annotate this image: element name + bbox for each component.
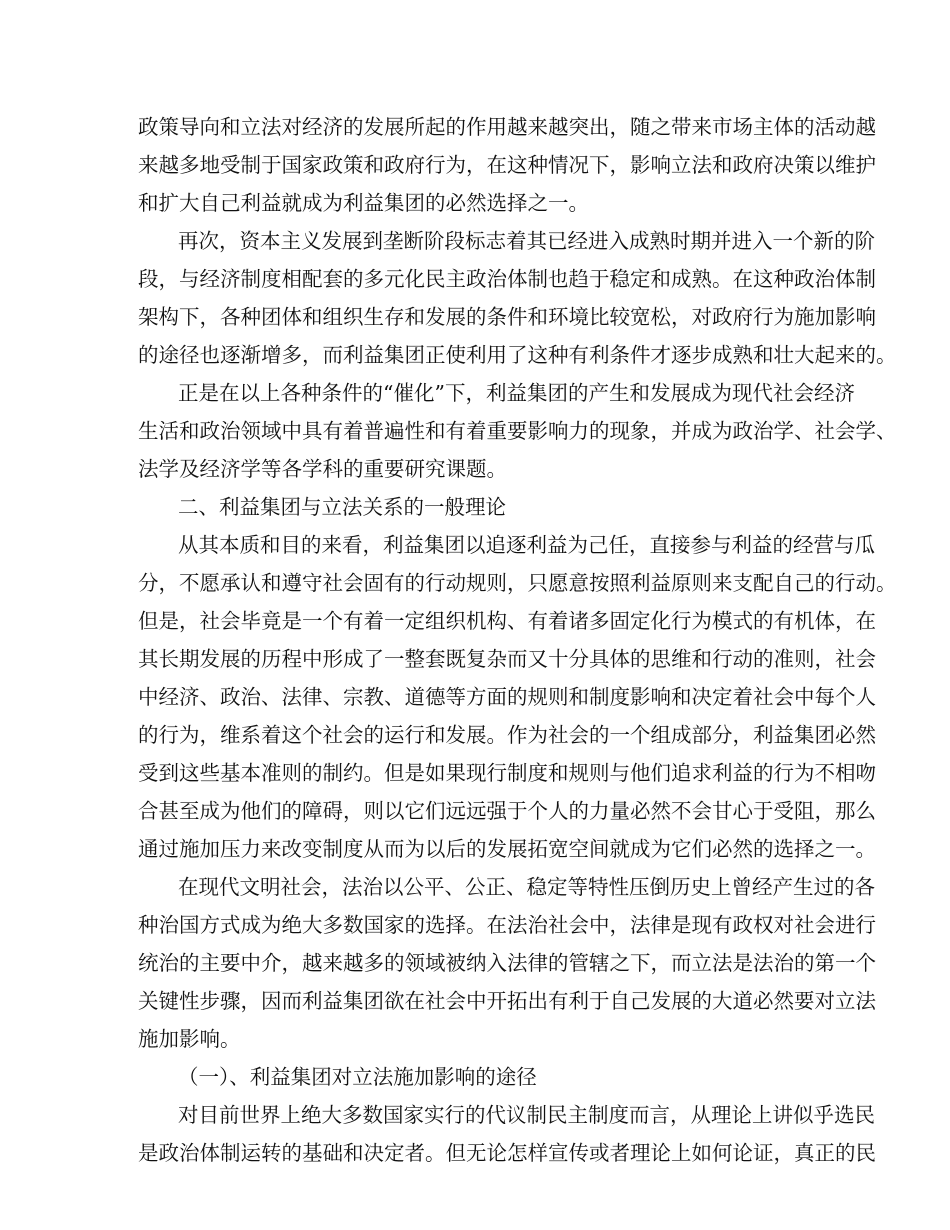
text-line: 再次，资本主义发展到垄断阶段标志着其已经进入成熟时期并进入一个新的阶 xyxy=(178,229,875,253)
text-line: 来越多地受制于国家政策和政府行为，在这种情况下，影响立法和政府决策以维护 xyxy=(138,153,876,177)
text-line: 统治的主要中介，越来越多的领域被纳入法律的管辖之下，而立法是法治的第一个 xyxy=(138,951,876,975)
text-line: 的途径也逐渐增多，而利益集团正使利用了这种有利条件才逐步成熟和壮大起来的。 xyxy=(138,343,897,367)
text-line: 其长期发展的历程中形成了一整套既复杂而又十分具体的思维和行动的准则，社会 xyxy=(138,647,876,671)
text-line: 正是在以上各种条件的“催化”下，利益集团的产生和发展成为现代社会经济 xyxy=(178,381,855,405)
text-line: 政策导向和立法对经济的发展所起的作用越来越突出，随之带来市场主体的活动越 xyxy=(138,115,876,139)
text-line: 施加影响。 xyxy=(138,1027,241,1051)
text-line: 在现代文明社会，法治以公平、公正、稳定等特性压倒历史上曾经产生过的各 xyxy=(178,875,875,899)
text-line: 但是，社会毕竟是一个有着一定组织机构、有着诸多固定化行为模式的有机体，在 xyxy=(138,609,876,633)
subsection-heading: （一）、利益集团对立法施加影响的途径 xyxy=(178,1065,537,1089)
text-line: 对目前世界上绝大多数国家实行的代议制民主制度而言，从理论上讲似乎选民 xyxy=(178,1103,875,1127)
text-line: 合甚至成为他们的障碍，则以它们远远强于个人的力量必然不会甘心于受阻，那么 xyxy=(138,799,876,823)
text-line: 中经济、政治、法律、宗教、道德等方面的规则和制度影响和决定着社会中每个人 xyxy=(138,685,876,709)
text-line: 关键性步骤，因而利益集团欲在社会中开拓出有利于自己发展的大道必然要对立法 xyxy=(138,989,876,1013)
text-line: 分，不愿承认和遵守社会固有的行动规则，只愿意按照利益原则来支配自己的行动。 xyxy=(138,571,897,595)
text-line: 的行为，维系着这个社会的运行和发展。作为社会的一个组成部分，利益集团必然 xyxy=(138,723,876,747)
text-line: 是政治体制运转的基础和决定者。但无论怎样宣传或者理论上如何论证，真正的民 xyxy=(138,1141,876,1165)
text-line: 法学及经济学等各学科的重要研究课题。 xyxy=(138,457,507,481)
text-line: 种治国方式成为绝大多数国家的选择。在法治社会中，法律是现有政权对社会进行 xyxy=(138,913,876,937)
text-line: 架构下，各种团体和组织生存和发展的条件和环境比较宽松，对政府行为施加影响 xyxy=(138,305,876,329)
text-line: 从其本质和目的来看，利益集团以追逐利益为己任，直接参与利益的经营与瓜 xyxy=(178,533,875,557)
text-line: 受到这些基本准则的制约。但是如果现行制度和规则与他们追求利益的行为不相吻 xyxy=(138,761,876,785)
text-line: 段，与经济制度相配套的多元化民主政治体制也趋于稳定和成熟。在这种政治体制 xyxy=(138,267,876,291)
text-line: 生活和政治领域中具有着普遍性和有着重要影响力的现象，并成为政治学、社会学、 xyxy=(138,419,897,443)
text-line: 通过施加压力来改变制度从而为以后的发展拓宽空间就成为它们必然的选择之一。 xyxy=(138,837,876,861)
text-line: 和扩大自己利益就成为利益集团的必然选择之一。 xyxy=(138,191,589,215)
section-heading: 二、利益集团与立法关系的一般理论 xyxy=(178,495,506,519)
